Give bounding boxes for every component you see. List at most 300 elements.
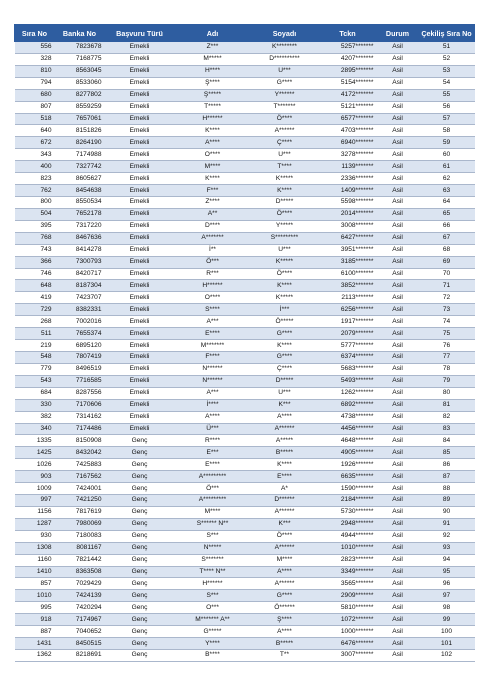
cell-banka-no: 7424139: [55, 590, 105, 602]
cell-adi: D****: [175, 220, 251, 232]
cell-banka-no: 7167562: [55, 471, 105, 483]
cell-cekilis-sira-no: 54: [419, 77, 475, 89]
cell-adi: N******: [175, 363, 251, 375]
table-row: [15, 435, 475, 447]
cell-tckn: 1590*******: [319, 483, 377, 495]
cell-sira-no: 800: [15, 196, 55, 208]
cell-basvuru-turu: Emekli: [105, 244, 175, 256]
cell-adi: F****: [175, 351, 251, 363]
cell-adi: E****: [175, 459, 251, 471]
cell-adi: S***: [175, 530, 251, 542]
cell-sira-no: 807: [15, 101, 55, 113]
cell-soyadi: S*********: [251, 232, 319, 244]
cell-basvuru-turu: Emekli: [105, 89, 175, 101]
table-row: [15, 185, 475, 197]
table-row: [15, 101, 475, 113]
cell-tckn: 4905*******: [319, 447, 377, 459]
cell-adi: S***: [175, 590, 251, 602]
cell-durum: Asil: [377, 137, 419, 149]
table-row: [15, 411, 475, 423]
cell-basvuru-turu: Emekli: [105, 316, 175, 328]
cell-tckn: 3565*******: [319, 578, 377, 590]
cell-adi: Ü***: [175, 423, 251, 435]
cell-adi: G*****: [175, 626, 251, 638]
cell-soyadi: Ö*****: [251, 316, 319, 328]
cell-cekilis-sira-no: 80: [419, 387, 475, 399]
cell-durum: Asil: [377, 495, 419, 507]
cell-cekilis-sira-no: 66: [419, 220, 475, 232]
cell-cekilis-sira-no: 90: [419, 506, 475, 518]
table-row: [15, 65, 475, 77]
cell-tckn: 4738*******: [319, 411, 377, 423]
cell-tckn: 5730*******: [319, 506, 377, 518]
cell-soyadi: G****: [251, 351, 319, 363]
table-row: [15, 256, 475, 268]
cell-basvuru-turu: Emekli: [105, 304, 175, 316]
cell-durum: Asil: [377, 256, 419, 268]
cell-tckn: 6100*******: [319, 268, 377, 280]
cell-basvuru-turu: Emekli: [105, 387, 175, 399]
cell-durum: Asil: [377, 578, 419, 590]
cell-tckn: 6940*******: [319, 137, 377, 149]
cell-durum: Asil: [377, 232, 419, 244]
cell-basvuru-turu: Emekli: [105, 196, 175, 208]
cell-adi: H******: [175, 280, 251, 292]
cell-banka-no: 8563045: [55, 65, 105, 77]
table-row: [15, 244, 475, 256]
cell-banka-no: 8559259: [55, 101, 105, 113]
cell-sira-no: 997: [15, 495, 55, 507]
cell-banka-no: 8081167: [55, 542, 105, 554]
table-row: [15, 42, 475, 54]
cell-soyadi: K****: [251, 340, 319, 352]
cell-sira-no: 1425: [15, 447, 55, 459]
table-row: [15, 447, 475, 459]
table-row: [15, 483, 475, 495]
cell-sira-no: 823: [15, 173, 55, 185]
table-row: [15, 542, 475, 554]
cell-cekilis-sira-no: 82: [419, 411, 475, 423]
cell-durum: Asil: [377, 220, 419, 232]
cell-tckn: 2895*******: [319, 65, 377, 77]
cell-durum: Asil: [377, 650, 419, 662]
cell-adi: H****: [175, 65, 251, 77]
cell-basvuru-turu: Genç: [105, 530, 175, 542]
cell-sira-no: 1308: [15, 542, 55, 554]
document-page: [14, 24, 474, 662]
cell-adi: Ş*****: [175, 89, 251, 101]
table-row: [15, 363, 475, 375]
cell-durum: Asil: [377, 363, 419, 375]
cell-durum: Asil: [377, 340, 419, 352]
cell-basvuru-turu: Emekli: [105, 65, 175, 77]
cell-tckn: 4944*******: [319, 530, 377, 542]
cell-basvuru-turu: Emekli: [105, 53, 175, 65]
cell-banka-no: 8605627: [55, 173, 105, 185]
cell-tckn: 3185*******: [319, 256, 377, 268]
cell-cekilis-sira-no: 84: [419, 435, 475, 447]
cell-durum: Asil: [377, 304, 419, 316]
table-row: [15, 196, 475, 208]
cell-soyadi: U***: [251, 149, 319, 161]
table-row: [15, 650, 475, 662]
cell-soyadi: K***: [251, 399, 319, 411]
cell-sira-no: 1431: [15, 638, 55, 650]
table-row: [15, 495, 475, 507]
cell-banka-no: 8420717: [55, 268, 105, 280]
cell-tckn: 1409*******: [319, 185, 377, 197]
table-row: [15, 328, 475, 340]
cell-soyadi: G****: [251, 590, 319, 602]
cell-sira-no: 810: [15, 65, 55, 77]
cell-durum: Asil: [377, 423, 419, 435]
cell-tckn: 6577*******: [319, 113, 377, 125]
cell-banka-no: 8363508: [55, 566, 105, 578]
cell-tckn: 3349*******: [319, 566, 377, 578]
cell-banka-no: 8287556: [55, 387, 105, 399]
cell-adi: H******: [175, 113, 251, 125]
cell-soyadi: Ö****: [251, 113, 319, 125]
cell-banka-no: 7174967: [55, 614, 105, 626]
cell-banka-no: 8432042: [55, 447, 105, 459]
cell-adi: K****: [175, 125, 251, 137]
cell-banka-no: 7423707: [55, 292, 105, 304]
cell-basvuru-turu: Emekli: [105, 185, 175, 197]
cell-soyadi: U***: [251, 387, 319, 399]
cell-tckn: 5493*******: [319, 375, 377, 387]
cell-cekilis-sira-no: 62: [419, 173, 475, 185]
cell-cekilis-sira-no: 75: [419, 328, 475, 340]
cell-basvuru-turu: Genç: [105, 447, 175, 459]
cell-durum: Asil: [377, 483, 419, 495]
cell-tckn: 4703*******: [319, 125, 377, 137]
cell-adi: A*********: [175, 471, 251, 483]
cell-adi: N******: [175, 375, 251, 387]
cell-soyadi: Y*****: [251, 220, 319, 232]
cell-banka-no: 7424001: [55, 483, 105, 495]
cell-durum: Asil: [377, 387, 419, 399]
cell-basvuru-turu: Emekli: [105, 340, 175, 352]
cell-durum: Asil: [377, 244, 419, 256]
cell-sira-no: 903: [15, 471, 55, 483]
cell-cekilis-sira-no: 70: [419, 268, 475, 280]
cell-basvuru-turu: Genç: [105, 638, 175, 650]
cell-durum: Asil: [377, 459, 419, 471]
cell-sira-no: 340: [15, 423, 55, 435]
cell-tckn: 1262*******: [319, 387, 377, 399]
cell-tckn: 3278*******: [319, 149, 377, 161]
cell-sira-no: 684: [15, 387, 55, 399]
header-cekilis-sira-no: Çekiliş Sıra No: [419, 25, 475, 42]
cell-adi: Z****: [175, 196, 251, 208]
cell-basvuru-turu: Genç: [105, 506, 175, 518]
cell-banka-no: 8277802: [55, 89, 105, 101]
cell-durum: Asil: [377, 89, 419, 101]
cell-durum: Asil: [377, 566, 419, 578]
cell-soyadi: A****: [251, 626, 319, 638]
cell-sira-no: 672: [15, 137, 55, 149]
table-row: [15, 77, 475, 89]
cell-adi: N*****: [175, 542, 251, 554]
cell-sira-no: 419: [15, 292, 55, 304]
cell-adi: E****: [175, 328, 251, 340]
cell-durum: Asil: [377, 590, 419, 602]
table-row: [15, 471, 475, 483]
cell-durum: Asil: [377, 125, 419, 137]
cell-soyadi: K***: [251, 518, 319, 530]
cell-durum: Asil: [377, 173, 419, 185]
cell-sira-no: 1156: [15, 506, 55, 518]
table-row: [15, 387, 475, 399]
cell-durum: Asil: [377, 42, 419, 54]
cell-sira-no: 343: [15, 149, 55, 161]
cell-sira-no: 857: [15, 578, 55, 590]
cell-cekilis-sira-no: 67: [419, 232, 475, 244]
cell-basvuru-turu: Emekli: [105, 423, 175, 435]
cell-cekilis-sira-no: 92: [419, 530, 475, 542]
cell-adi: A***: [175, 387, 251, 399]
cell-cekilis-sira-no: 86: [419, 459, 475, 471]
cell-adi: R****: [175, 435, 251, 447]
table-row: [15, 149, 475, 161]
cell-banka-no: 7823678: [55, 42, 105, 54]
cell-banka-no: 7655374: [55, 328, 105, 340]
cell-sira-no: 1160: [15, 554, 55, 566]
cell-sira-no: 1335: [15, 435, 55, 447]
cell-basvuru-turu: Emekli: [105, 351, 175, 363]
cell-durum: Asil: [377, 447, 419, 459]
cell-sira-no: 518: [15, 113, 55, 125]
cell-banka-no: 8550534: [55, 196, 105, 208]
cell-soyadi: G****: [251, 328, 319, 340]
table-row: [15, 161, 475, 173]
cell-durum: Asil: [377, 208, 419, 220]
cell-adi: F***: [175, 185, 251, 197]
cell-durum: Asil: [377, 113, 419, 125]
cell-durum: Asil: [377, 614, 419, 626]
cell-banka-no: 7327742: [55, 161, 105, 173]
cell-sira-no: 762: [15, 185, 55, 197]
header-basvuru-turu: Başvuru Türü: [105, 25, 175, 42]
cell-tckn: 2184*******: [319, 495, 377, 507]
cell-banka-no: 7420294: [55, 602, 105, 614]
cell-basvuru-turu: Emekli: [105, 411, 175, 423]
cell-soyadi: A******: [251, 423, 319, 435]
cell-sira-no: 268: [15, 316, 55, 328]
cell-banka-no: 7029429: [55, 578, 105, 590]
table-body: [15, 42, 475, 662]
cell-soyadi: E****: [251, 471, 319, 483]
cell-adi: M****: [175, 161, 251, 173]
cell-tckn: 4456*******: [319, 423, 377, 435]
cell-tckn: 1072*******: [319, 614, 377, 626]
header-durum: Durum: [377, 25, 419, 42]
table-row: [15, 626, 475, 638]
cell-sira-no: 794: [15, 77, 55, 89]
cell-cekilis-sira-no: 81: [419, 399, 475, 411]
header-banka-no: Banka No: [55, 25, 105, 42]
cell-cekilis-sira-no: 94: [419, 554, 475, 566]
cell-cekilis-sira-no: 97: [419, 590, 475, 602]
cell-tckn: 2113*******: [319, 292, 377, 304]
cell-durum: Asil: [377, 292, 419, 304]
cell-tckn: 1926*******: [319, 459, 377, 471]
cell-banka-no: 8382331: [55, 304, 105, 316]
cell-soyadi: Ç****: [251, 363, 319, 375]
cell-adi: O****: [175, 149, 251, 161]
cell-sira-no: 779: [15, 363, 55, 375]
cell-adi: A**: [175, 208, 251, 220]
cell-adi: A*******: [175, 232, 251, 244]
cell-adi: S*******: [175, 554, 251, 566]
cell-soyadi: K*****: [251, 173, 319, 185]
cell-basvuru-turu: Emekli: [105, 375, 175, 387]
cell-basvuru-turu: Emekli: [105, 232, 175, 244]
cell-cekilis-sira-no: 78: [419, 363, 475, 375]
cell-basvuru-turu: Emekli: [105, 208, 175, 220]
header-sira-no: Sıra No: [15, 25, 55, 42]
cell-banka-no: 7821442: [55, 554, 105, 566]
cell-cekilis-sira-no: 91: [419, 518, 475, 530]
cell-banka-no: 8187304: [55, 280, 105, 292]
cell-basvuru-turu: Emekli: [105, 42, 175, 54]
cell-sira-no: 729: [15, 304, 55, 316]
cell-banka-no: 7716585: [55, 375, 105, 387]
cell-adi: R***: [175, 268, 251, 280]
cell-sira-no: 743: [15, 244, 55, 256]
cell-cekilis-sira-no: 56: [419, 101, 475, 113]
cell-sira-no: 400: [15, 161, 55, 173]
cell-soyadi: D******: [251, 495, 319, 507]
cell-soyadi: A******: [251, 506, 319, 518]
cell-basvuru-turu: Emekli: [105, 137, 175, 149]
cell-sira-no: 556: [15, 42, 55, 54]
cell-soyadi: K****: [251, 459, 319, 471]
cell-banka-no: 7174988: [55, 149, 105, 161]
cell-tckn: 3951*******: [319, 244, 377, 256]
cell-tckn: 3008*******: [319, 220, 377, 232]
cell-banka-no: 8496519: [55, 363, 105, 375]
cell-adi: A*********: [175, 495, 251, 507]
cell-banka-no: 7652178: [55, 208, 105, 220]
cell-soyadi: A******: [251, 542, 319, 554]
cell-basvuru-turu: Genç: [105, 435, 175, 447]
cell-cekilis-sira-no: 101: [419, 638, 475, 650]
cell-soyadi: K*****: [251, 292, 319, 304]
cell-soyadi: T****: [251, 161, 319, 173]
table-row: [15, 423, 475, 435]
cell-soyadi: T*******: [251, 101, 319, 113]
cell-basvuru-turu: Emekli: [105, 292, 175, 304]
cell-banka-no: 7817619: [55, 506, 105, 518]
cell-basvuru-turu: Genç: [105, 578, 175, 590]
cell-basvuru-turu: Genç: [105, 590, 175, 602]
cell-banka-no: 7180083: [55, 530, 105, 542]
cell-durum: Asil: [377, 65, 419, 77]
cell-durum: Asil: [377, 471, 419, 483]
cell-adi: S****** N**: [175, 518, 251, 530]
cell-sira-no: 930: [15, 530, 55, 542]
table-row: [15, 590, 475, 602]
cell-tckn: 5257*******: [319, 42, 377, 54]
table-row: [15, 554, 475, 566]
cell-durum: Asil: [377, 328, 419, 340]
cell-basvuru-turu: Emekli: [105, 149, 175, 161]
cell-durum: Asil: [377, 53, 419, 65]
cell-basvuru-turu: Emekli: [105, 220, 175, 232]
table-row: [15, 530, 475, 542]
cell-durum: Asil: [377, 399, 419, 411]
cell-adi: M******* A**: [175, 614, 251, 626]
table-row: [15, 208, 475, 220]
cell-cekilis-sira-no: 98: [419, 602, 475, 614]
cell-cekilis-sira-no: 60: [419, 149, 475, 161]
cell-banka-no: 7300793: [55, 256, 105, 268]
cell-soyadi: M****: [251, 554, 319, 566]
cell-adi: M*****: [175, 53, 251, 65]
cell-banka-no: 7002016: [55, 316, 105, 328]
cell-basvuru-turu: Emekli: [105, 173, 175, 185]
cell-basvuru-turu: Genç: [105, 518, 175, 530]
cell-durum: Asil: [377, 185, 419, 197]
cell-cekilis-sira-no: 76: [419, 340, 475, 352]
cell-banka-no: 8218691: [55, 650, 105, 662]
cell-adi: Z***: [175, 42, 251, 54]
cell-durum: Asil: [377, 530, 419, 542]
cell-cekilis-sira-no: 95: [419, 566, 475, 578]
cell-soyadi: B*****: [251, 638, 319, 650]
cell-sira-no: 504: [15, 208, 55, 220]
cell-banka-no: 8454638: [55, 185, 105, 197]
cell-sira-no: 995: [15, 602, 55, 614]
cell-banka-no: 7040652: [55, 626, 105, 638]
cell-banka-no: 7807419: [55, 351, 105, 363]
cell-sira-no: 648: [15, 280, 55, 292]
cell-tckn: 2336*******: [319, 173, 377, 185]
cell-durum: Asil: [377, 518, 419, 530]
cell-adi: H******: [175, 578, 251, 590]
cell-sira-no: 1010: [15, 590, 55, 602]
cell-durum: Asil: [377, 268, 419, 280]
cell-banka-no: 8264190: [55, 137, 105, 149]
cell-sira-no: 1287: [15, 518, 55, 530]
cell-durum: Asil: [377, 554, 419, 566]
cell-tckn: 6374*******: [319, 351, 377, 363]
cell-tckn: 3007*******: [319, 650, 377, 662]
table-row: [15, 375, 475, 387]
cell-banka-no: 7425883: [55, 459, 105, 471]
cell-soyadi: U***: [251, 244, 319, 256]
cell-soyadi: K********: [251, 42, 319, 54]
cell-tckn: 1010*******: [319, 542, 377, 554]
cell-banka-no: 7657061: [55, 113, 105, 125]
cell-adi: T**** N**: [175, 566, 251, 578]
cell-durum: Asil: [377, 375, 419, 387]
cell-banka-no: 8450515: [55, 638, 105, 650]
table-row: [15, 113, 475, 125]
cell-cekilis-sira-no: 72: [419, 292, 475, 304]
cell-cekilis-sira-no: 59: [419, 137, 475, 149]
cell-sira-no: 548: [15, 351, 55, 363]
cell-tckn: 2909*******: [319, 590, 377, 602]
cell-banka-no: 7174486: [55, 423, 105, 435]
lottery-results-table: [14, 24, 475, 662]
cell-adi: S****: [175, 304, 251, 316]
cell-adi: A****: [175, 411, 251, 423]
cell-durum: Asil: [377, 506, 419, 518]
cell-tckn: 1917*******: [319, 316, 377, 328]
cell-tckn: 2823*******: [319, 554, 377, 566]
